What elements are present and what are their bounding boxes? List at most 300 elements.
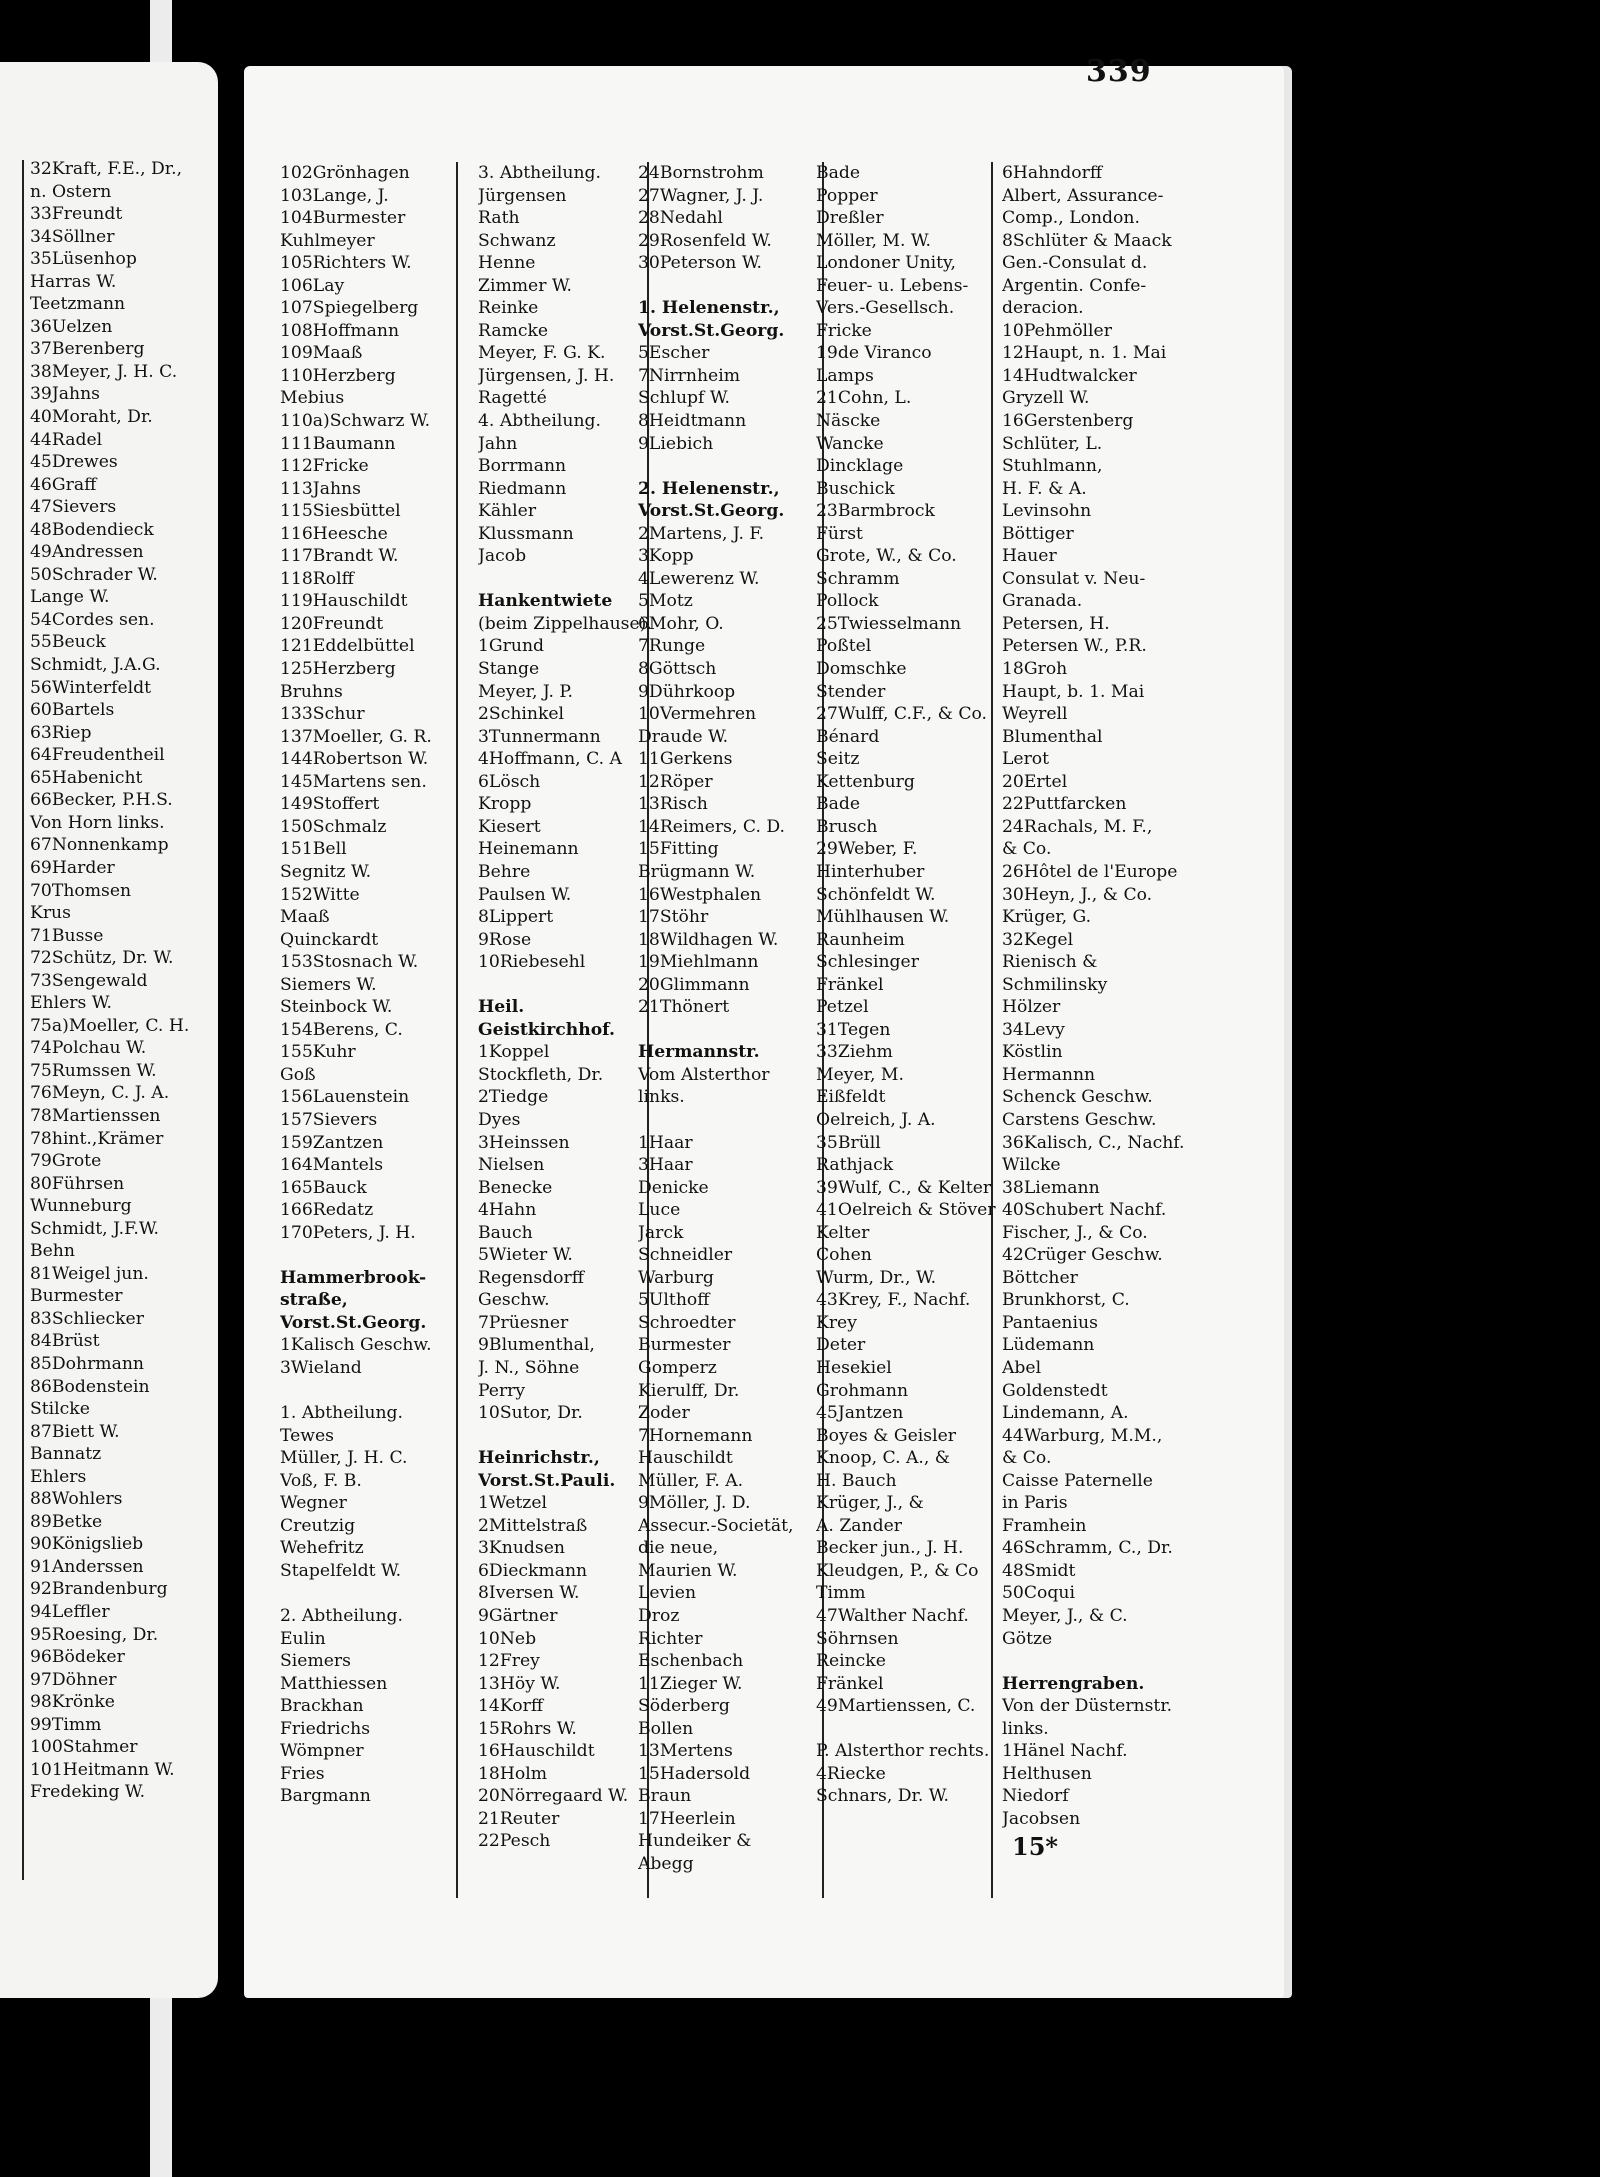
directory-entry: Stockfleth, Dr. [478, 1064, 604, 1085]
directory-entry: Quinckardt [280, 929, 379, 950]
directory-entry: Popper [816, 185, 878, 206]
directory-entry: Schenck Geschw. [1002, 1087, 1153, 1108]
directory-entry: 9Rose [478, 929, 532, 950]
left-page-entry: 97Döhner [30, 1669, 117, 1690]
directory-entry: 1Haar [638, 1132, 693, 1153]
directory-entry: Hundeiker & [638, 1831, 752, 1852]
directory-entry: 13Risch [638, 794, 708, 815]
directory-entry: Buschick [816, 478, 895, 499]
left-page-entry: 47Sievers [30, 497, 117, 518]
directory-entry: 9Blumenthal, [478, 1335, 595, 1356]
directory-entry: 6Lösch [478, 771, 541, 792]
street-heading: Heil. [478, 997, 525, 1018]
directory-entry: 39Wulf, C., & Kelter [816, 1177, 992, 1198]
directory-entry: Argentin. Confe- [1002, 275, 1147, 296]
directory-entry: Vers.-Gesellsch. [816, 298, 955, 319]
directory-entry: Von der Düsternstr. [1002, 1696, 1173, 1717]
directory-entry: 27Wulff, C.F., & Co. [816, 704, 987, 725]
directory-entry: 111Baumann [280, 433, 396, 454]
directory-entry: 3. Abtheilung. [478, 163, 602, 183]
directory-entry: Maurien W. [638, 1560, 738, 1581]
directory-entry: Schnars, Dr. W. [816, 1786, 949, 1807]
directory-entry: Droz [638, 1606, 680, 1626]
directory-entry: Creutzig [280, 1515, 356, 1536]
directory-entry: 8Göttsch [638, 659, 717, 680]
directory-entry: Levinsohn [1002, 501, 1092, 522]
directory-entry: 12Haupt, n. 1. Mai [1002, 343, 1167, 364]
street-heading: Vorst.St.Pauli. [478, 1470, 616, 1491]
directory-entry: 117Brandt W. [280, 546, 399, 567]
street-heading: Vorst.St.Georg. [280, 1312, 427, 1333]
directory-entry: Braun [638, 1786, 692, 1807]
directory-entry: Luce [638, 1200, 681, 1221]
directory-entry: 12Röper [638, 771, 713, 792]
directory-entry: 121Eddelbüttel [280, 636, 415, 657]
directory-entry: Bollen [638, 1718, 694, 1739]
directory-entry: Fries [280, 1763, 325, 1784]
left-page-entry: 64Freudentheil [30, 745, 165, 766]
directory-entry: Söderberg [638, 1696, 730, 1717]
directory-entry: 125Herzberg [280, 659, 396, 680]
directory-entry: 11Gerkens [638, 749, 733, 770]
left-page-entry: 46Graff [30, 474, 97, 495]
directory-entry: Steinbock W. [280, 997, 393, 1018]
directory-entry: Timm [816, 1583, 866, 1604]
directory-entry: Ramcke [478, 320, 549, 341]
directory-entry: 107Spiegelberg [280, 298, 419, 319]
left-page-entry: Burmester [30, 1286, 123, 1307]
directory-entry: 15Fitting [638, 839, 719, 860]
street-heading: Hammerbrook- [280, 1267, 427, 1288]
directory-entry: 1Koppel [478, 1042, 550, 1063]
directory-entry: Benecke [478, 1177, 553, 1198]
directory-entry: 14Korff [478, 1696, 544, 1717]
directory-column-4 [816, 162, 996, 1808]
directory-entry: Klussmann [478, 523, 574, 544]
left-page-entry: 35Lüsenhop [30, 249, 137, 270]
directory-entry: 17Heerlein [638, 1808, 736, 1829]
directory-entry: 157Sievers [280, 1109, 378, 1130]
directory-entry: Jacob [478, 546, 527, 567]
directory-entry [478, 568, 652, 591]
directory-entry: Raunheim [816, 929, 905, 950]
directory-entry: Eißfeldt [816, 1087, 886, 1108]
directory-entry: Hinterhuber [816, 861, 925, 882]
left-page-entry: 85Dohrmann [30, 1353, 144, 1374]
left-page-entry: Fredeking W. [30, 1782, 146, 1803]
directory-entry: 156Lauenstein [280, 1087, 410, 1108]
directory-entry: Pantaenius [1002, 1312, 1098, 1333]
directory-entry: Wegner [280, 1493, 347, 1514]
directory-entry: 113Jahns [280, 478, 361, 499]
directory-entry: 8Iversen W. [478, 1583, 580, 1604]
directory-entry: Friedrichs [280, 1718, 371, 1739]
directory-entry: Rathjack [816, 1155, 894, 1176]
directory-entry: 145Martens sen. [280, 771, 427, 792]
directory-entry: 164Mantels [280, 1155, 384, 1176]
directory-entry [280, 1582, 432, 1605]
left-page-entry: 49Andressen [30, 542, 144, 563]
directory-entry: 22Pesch [478, 1831, 551, 1852]
street-heading: straße, [280, 1290, 348, 1311]
directory-entry: 30Heyn, J., & Co. [1002, 884, 1153, 905]
directory-entry: Matthiessen [280, 1673, 388, 1694]
directory-entry: Meyer, F. G. K. [478, 343, 606, 364]
directory-entry: 47Walther Nachf. [816, 1606, 969, 1626]
directory-entry: 151Bell [280, 839, 347, 860]
left-page-entry: 95Roesing, Dr. [30, 1624, 159, 1645]
left-page-entry: 33Freundt [30, 204, 123, 225]
left-page-entry: Behn [30, 1241, 75, 1262]
left-page-entry: 45Drewes [30, 452, 118, 473]
street-heading: Hankentwiete [478, 591, 613, 612]
left-page-entry: Von Horn links. [30, 812, 165, 833]
directory-entry: Comp., London. [1002, 208, 1140, 229]
left-page-entry: 70Thomsen [30, 880, 132, 901]
directory-entry: Hölzer [1002, 997, 1061, 1018]
directory-entry: Consulat v. Neu- [1002, 568, 1146, 589]
directory-entry: deracion. [1002, 298, 1084, 319]
directory-entry: Vom Alsterthor [638, 1064, 770, 1085]
directory-entry: Haupt, b. 1. Mai [1002, 681, 1145, 702]
directory-entry: Seitz [816, 749, 860, 770]
directory-entry: Behre [478, 861, 531, 882]
directory-entry: 3Tunnermann [478, 726, 601, 747]
directory-entry: Bade [816, 163, 861, 183]
directory-entry: Gomperz [638, 1357, 717, 1378]
directory-entry: & Co. [1002, 839, 1052, 860]
directory-entry: 1Wetzel [478, 1493, 548, 1514]
directory-entry: 10Riebesehl [478, 952, 586, 973]
directory-entry: Reincke [816, 1651, 886, 1672]
directory-entry: in Paris [1002, 1493, 1068, 1514]
column-rule-1 [456, 162, 458, 1898]
directory-entry: 159Zantzen [280, 1132, 384, 1153]
directory-entry: Hauschildt [638, 1448, 733, 1469]
directory-entry: Bauch [478, 1222, 533, 1243]
left-page-entry: Ehlers W. [30, 993, 112, 1014]
directory-entry: 149Stoffert [280, 794, 380, 815]
left-page-entry: 88Wohlers [30, 1489, 123, 1510]
directory-entry: 25Twiesselmann [816, 613, 962, 634]
directory-entry: Brackhan [280, 1696, 364, 1717]
directory-entry: Petersen W., P.R. [1002, 636, 1147, 657]
directory-entry: Bruhns [280, 681, 343, 702]
directory-entry: (beim Zippelhause). [478, 613, 652, 634]
directory-entry: 6Hahndorff [1002, 163, 1103, 183]
directory-entry: Kelter [816, 1222, 870, 1243]
directory-entry: Framhein [1002, 1515, 1087, 1536]
directory-entry: 4Hahn [478, 1200, 537, 1221]
directory-entry: 19Miehlmann [638, 952, 759, 973]
directory-entry: Richter [638, 1628, 703, 1649]
directory-entry: Bade [816, 794, 861, 815]
left-page-entry: 69Harder [30, 857, 115, 878]
directory-entry: 14Reimers, C. D. [638, 816, 786, 837]
left-page-entry: Lange W. [30, 587, 110, 608]
directory-entry: 155Kuhr [280, 1042, 356, 1063]
directory-entry: 1Grund [478, 636, 545, 657]
directory-entry: 153Stosnach W. [280, 952, 419, 973]
directory-entry: Fricke [816, 320, 872, 341]
left-page-entry: 83Schliecker [30, 1308, 144, 1329]
directory-entry: Dyes [478, 1109, 521, 1130]
directory-entry: 4Hoffmann, C. A [478, 749, 622, 770]
directory-entry: 7Nirrnheim [638, 365, 741, 386]
left-page-entry: 48Bodendieck [30, 519, 154, 540]
directory-entry: Jahn [478, 433, 518, 454]
directory-entry: 144Robertson W. [280, 749, 429, 770]
directory-entry: 6Mohr, O. [638, 613, 724, 634]
directory-entry: 9Gärtner [478, 1606, 558, 1626]
directory-entry: 7Hornemann [638, 1425, 753, 1446]
left-page-entry: n. Ostern [30, 181, 112, 202]
directory-entry: Siemers [280, 1651, 351, 1672]
directory-entry: Granada. [1002, 591, 1083, 612]
directory-entry: 26Hôtel de l'Europe [1002, 861, 1178, 882]
left-page-entry: 66Becker, P.H.S. [30, 790, 173, 811]
left-page-entry: 55Beuck [30, 632, 106, 653]
directory-entry: Schramm [816, 568, 900, 589]
directory-entry: 3Heinssen [478, 1132, 570, 1153]
directory-entry: Möller, M. W. [816, 230, 932, 251]
directory-entry: Schmilinsky [1002, 974, 1108, 995]
directory-entry: Geschw. [478, 1290, 550, 1311]
directory-entry: 5Wieter W. [478, 1245, 573, 1266]
directory-entry: 24Rachals, M. F., [1002, 816, 1153, 837]
directory-entry: 18Wildhagen W. [638, 929, 779, 950]
left-page-entry: 78hint.,Krämer [30, 1128, 164, 1149]
directory-entry: Lamps [816, 365, 874, 386]
directory-entry: J. N., Söhne [478, 1357, 580, 1378]
directory-entry: 40Schubert Nachf. [1002, 1200, 1167, 1221]
directory-entry: 115Siesbüttel [280, 501, 401, 522]
directory-column-5 [1002, 162, 1185, 1830]
directory-entry: 20Nörregaard W. [478, 1786, 629, 1807]
left-page-entry: Teetzmann [30, 294, 126, 315]
directory-entry: Assecur.-Societät, [638, 1515, 794, 1536]
directory-entry: Stuhlmann, [1002, 456, 1103, 477]
directory-entry: H. F. & A. [1002, 478, 1087, 499]
directory-entry: Böttiger [1002, 523, 1074, 544]
directory-entry: 10Vermehren [638, 704, 757, 725]
directory-entry: 7Runge [638, 636, 706, 657]
directory-entry: Helthusen [1002, 1763, 1092, 1784]
directory-entry: Köstlin [1002, 1042, 1063, 1063]
directory-entry: Bargmann [280, 1786, 371, 1807]
directory-entry: Fränkel [816, 974, 884, 995]
directory-entry: 1Hänel Nachf. [1002, 1741, 1128, 1762]
directory-entry: 133Schur [280, 704, 365, 725]
directory-entry: Näscke [816, 411, 881, 432]
directory-entry: Kropp [478, 794, 532, 815]
street-heading: Vorst.St.Georg. [638, 501, 785, 522]
directory-entry: 15Hadersold [638, 1763, 751, 1784]
directory-entry: Müller, J. H. C. [280, 1448, 408, 1469]
directory-entry: 50Coqui [1002, 1583, 1075, 1604]
directory-entry: Wurm, Dr., W. [816, 1267, 937, 1288]
directory-entry: 32Kegel [1002, 929, 1074, 950]
directory-entry: Perry [478, 1380, 526, 1401]
directory-entry: 41Oelreich & Stöver [816, 1200, 996, 1221]
directory-entry: 20Ertel [1002, 771, 1068, 792]
left-page-entry: 90Königslieb [30, 1534, 144, 1555]
directory-entry: A. Zander [816, 1515, 902, 1536]
directory-entry: 2Tiedge [478, 1087, 549, 1108]
directory-entry: 19de Viranco [816, 343, 932, 364]
directory-entry: Stange [478, 659, 540, 680]
directory-entry: Petersen, H. [1002, 613, 1110, 634]
directory-entry: 3Knudsen [478, 1538, 565, 1559]
directory-entry: die neue, [638, 1538, 719, 1559]
left-page-entry: 40Moraht, Dr. [30, 407, 153, 428]
directory-column-2 [478, 162, 652, 1853]
directory-entry: Fürst [816, 523, 863, 544]
directory-entry: Hesekiel [816, 1357, 892, 1378]
directory-entry: Eulin [280, 1628, 326, 1649]
left-page-entry: 44Radel [30, 429, 103, 450]
directory-entry: 12Frey [478, 1651, 540, 1672]
left-page-entry: 38Meyer, J. H. C. [30, 361, 178, 382]
directory-entry: Weyrell [1002, 704, 1068, 725]
directory-entry: 8Lippert [478, 907, 554, 928]
directory-entry: Henne [478, 253, 536, 274]
left-page-entry: 100Stahmer [30, 1737, 138, 1758]
left-page-entry: 89Betke [30, 1511, 103, 1532]
directory-entry: Zimmer W. [478, 275, 573, 296]
street-heading: Heinrichstr., [478, 1448, 600, 1469]
directory-entry: 110a)Schwarz W. [280, 411, 431, 432]
directory-entry: 33Ziehm [816, 1042, 893, 1063]
directory-entry: Mebius [280, 388, 345, 409]
directory-entry: Wömpner [280, 1741, 364, 1762]
left-page-entry: Ehlers [30, 1466, 87, 1487]
directory-entry: Goß [280, 1064, 316, 1085]
directory-entry: Wancke [816, 433, 884, 454]
directory-entry: Denicke [638, 1177, 709, 1198]
directory-entry: Söhrnsen [816, 1628, 899, 1649]
directory-entry: 10Sutor, Dr. [478, 1403, 583, 1424]
directory-entry: Tewes [280, 1425, 335, 1446]
directory-entry: 15Rohrs W. [478, 1718, 577, 1739]
left-page-entry: 50Schrader W. [30, 564, 158, 585]
left-page-entry: Bannatz [30, 1444, 102, 1465]
directory-entry: Schlupf W. [638, 388, 730, 409]
directory-entry: P. Alsterthor rechts. [816, 1741, 990, 1762]
left-page-entry: 65Habenicht [30, 767, 143, 788]
directory-entry: links. [638, 1087, 685, 1108]
directory-entry: 36Kalisch, C., Nachf. [1002, 1132, 1185, 1153]
directory-entry: 22Puttfarcken [1002, 794, 1127, 815]
directory-entry: Brunkhorst, C. [1002, 1290, 1130, 1311]
directory-entry: Hermannn [1002, 1064, 1096, 1085]
directory-entry: 105Richters W. [280, 253, 412, 274]
directory-entry: Warburg [638, 1267, 714, 1288]
left-page-entry: 79Grote [30, 1151, 102, 1172]
directory-entry: Krüger, J., & [816, 1493, 924, 1514]
directory-entry: 2Martens, J. F. [638, 523, 765, 544]
directory-entry: 2. Abtheilung. [280, 1606, 404, 1626]
directory-entry: Grohmann [816, 1380, 909, 1401]
directory-entry: Götze [1002, 1628, 1053, 1649]
directory-entry: Domschke [816, 659, 907, 680]
directory-entry: 38Liemann [1002, 1177, 1100, 1198]
directory-entry: Reinke [478, 298, 539, 319]
directory-entry: 154Berens, C. [280, 1019, 403, 1040]
directory-entry: 10Neb [478, 1628, 537, 1649]
directory-entry: Blumenthal [1002, 726, 1103, 747]
directory-entry: Dincklage [816, 456, 904, 477]
left-page-entry: Schmidt, J.A.G. [30, 655, 161, 676]
left-page-entry: 81Weigel jun. [30, 1263, 149, 1284]
directory-entry: Schlesinger [816, 952, 919, 973]
directory-entry [816, 1718, 996, 1741]
page-number: 339 [1086, 54, 1152, 89]
directory-entry: Lindemann, A. [1002, 1403, 1129, 1424]
directory-entry: Burmester [638, 1335, 731, 1356]
directory-entry: 4Riecke [816, 1763, 886, 1784]
directory-entry: 29Rosenfeld W. [638, 230, 772, 251]
left-page-entry: 54Cordes sen. [30, 609, 155, 630]
left-page-column [30, 158, 189, 1804]
directory-entry: 5Ulthoff [638, 1290, 710, 1311]
directory-entry: Mühlhausen W. [816, 907, 950, 928]
directory-entry: 118Rolff [280, 568, 354, 589]
left-page-entry: 101Heitmann W. [30, 1759, 175, 1780]
directory-entry: Caisse Paternelle [1002, 1470, 1153, 1491]
directory-entry: 21Reuter [478, 1808, 560, 1829]
directory-entry: Schroedter [638, 1312, 736, 1333]
directory-entry: Meyer, M. [816, 1064, 904, 1085]
directory-entry: Segnitz W. [280, 861, 372, 882]
signature-mark: 15* [1012, 1832, 1058, 1861]
directory-entry: Zoder [638, 1403, 690, 1424]
left-page-entry: 67Nonnenkamp [30, 835, 169, 856]
street-heading: Hermannstr. [638, 1042, 760, 1063]
left-page-entry: 80Führsen [30, 1173, 125, 1194]
directory-entry: 13Mertens [638, 1741, 733, 1762]
directory-entry: Rienisch & [1002, 952, 1098, 973]
directory-entry: 109Maaß [280, 343, 363, 364]
left-page-entry: 84Brüst [30, 1331, 100, 1352]
directory-entry: H. Bauch [816, 1470, 897, 1491]
directory-entry: Jürgensen [478, 185, 567, 206]
street-heading: Geistkirchhof. [478, 1019, 615, 1040]
directory-entry: 31Tegen [816, 1019, 891, 1040]
directory-entry [478, 1425, 652, 1448]
directory-entry: 1. Abtheilung. [280, 1403, 404, 1424]
left-page-entry: 76Meyn, C. J. A. [30, 1083, 170, 1104]
directory-entry: 16Westphalen [638, 884, 762, 905]
directory-entry: Carstens Geschw. [1002, 1109, 1157, 1130]
directory-entry: 7Prüesner [478, 1312, 569, 1333]
directory-entry: Paulsen W. [478, 884, 572, 905]
directory-entry [638, 1019, 793, 1042]
directory-entry: Krey [816, 1312, 857, 1333]
directory-entry: Jacobsen [1002, 1808, 1081, 1829]
directory-entry [280, 1244, 432, 1267]
directory-entry: 14Hudtwalcker [1002, 365, 1137, 386]
directory-entry: 5Motz [638, 591, 693, 612]
directory-entry: Jürgensen, J. H. [478, 365, 615, 386]
directory-entry: Hauer [1002, 546, 1057, 567]
right-page [244, 66, 1284, 1998]
directory-entry: Nielsen [478, 1155, 545, 1176]
directory-entry: 152Witte [280, 884, 360, 905]
directory-entry: Meyer, J. P. [478, 681, 573, 702]
left-page-entry: 37Berenberg [30, 339, 145, 360]
directory-entry: Siemers W. [280, 974, 377, 995]
